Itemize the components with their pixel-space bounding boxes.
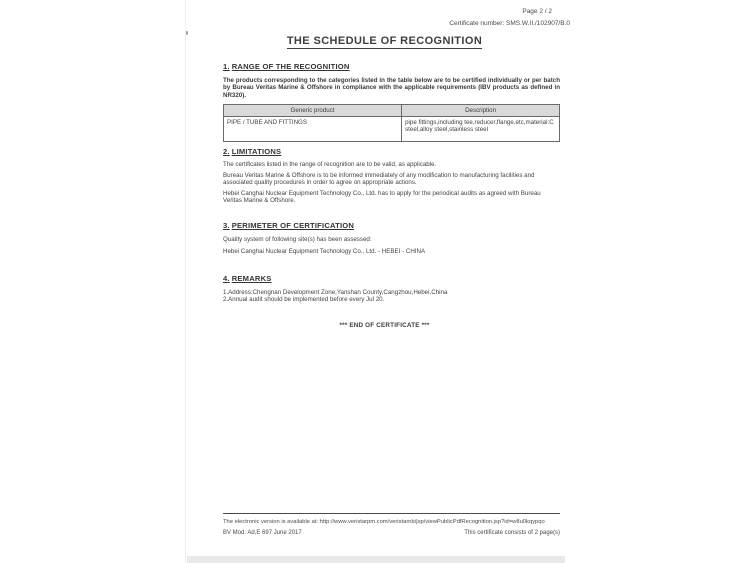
section2-paragraph-1: The certificates listed in the range of recognition are to be valid, as applicable.	[223, 161, 437, 168]
certificate-number: Certificate number: SMS.W.II./102907/B.0	[449, 20, 570, 27]
remark-2: 2.Annual audit should be implemented before every Jul 20.	[223, 296, 385, 303]
certificate-page	[185, 0, 583, 563]
table-row	[224, 117, 560, 142]
recognition-table	[223, 104, 560, 142]
cell-description: pipe fittings,including tee,reducer,flange,etc,material:C steel,alloy steel,stainless steel	[402, 117, 560, 142]
section2-paragraph-3: Hebei Canghai Nuclear Equipment Technology Co., Ltd. has to apply for the periodical audits as agreed with Bureau Veritas Marine & Offshore.	[223, 190, 541, 205]
header-meta	[449, 6, 570, 30]
section4-heading: 4. REMARKS	[223, 274, 272, 283]
section3-heading: 3. PERIMETER OF CERTIFICATION	[223, 221, 355, 230]
section3-paragraph-1: Quality system of following site(s) has been assessed:	[223, 236, 372, 243]
section2-heading: 2. LIMITATIONS	[223, 147, 282, 156]
page-count-note: This certificate consists of 2 page(s)	[464, 530, 560, 536]
remark-1: 1.Address:Chengnan Development Zone,Yanshan County,Cangzhou,Hebei,China	[223, 289, 448, 296]
footer-divider	[223, 513, 560, 514]
section2-paragraph-2: Bureau Veritas Marine & Offshore is to be informed immediately of any modification to manufacturing facilities and associated quality procedures in order to agree on appropriate actions.	[223, 172, 535, 187]
form-reference: BV Mod. Ad.E 697 June 2017	[223, 530, 302, 536]
cell-generic-product: PIPE / TUBE AND FITTINGS	[224, 117, 402, 142]
section1-heading: 1. RANGE OF THE RECOGNITION	[223, 62, 350, 71]
section3-paragraph-2: Hebei Canghai Nuclear Equipment Technology Co., Ltd. - HEBEI - CHINA	[223, 248, 426, 255]
page-number: Page 2 / 2	[522, 8, 552, 15]
section1-intro: The products corresponding to the categories listed in the table below are to be certified individually or per batch by Bureau Veritas Marine & Offshore in compliance with the applicable requirements (IBV products as defined in NR320).	[223, 77, 560, 99]
document-title: THE SCHEDULE OF RECOGNITION	[286, 35, 483, 47]
end-of-certificate-marker: *** END OF CERTIFICATE ***	[339, 322, 430, 329]
table-header-row	[224, 105, 560, 117]
col-header-description: Description	[402, 105, 560, 117]
electronic-version-note: The electronic version is available at: http://www.veristarpm.com/veristarnb/jsp/viewPublicPdfRecognition.jsp?id=w8u0kqypqo	[223, 519, 545, 525]
next-page-edge	[187, 556, 565, 563]
footer-row	[223, 530, 560, 536]
col-header-generic-product: Generic product	[224, 105, 402, 117]
